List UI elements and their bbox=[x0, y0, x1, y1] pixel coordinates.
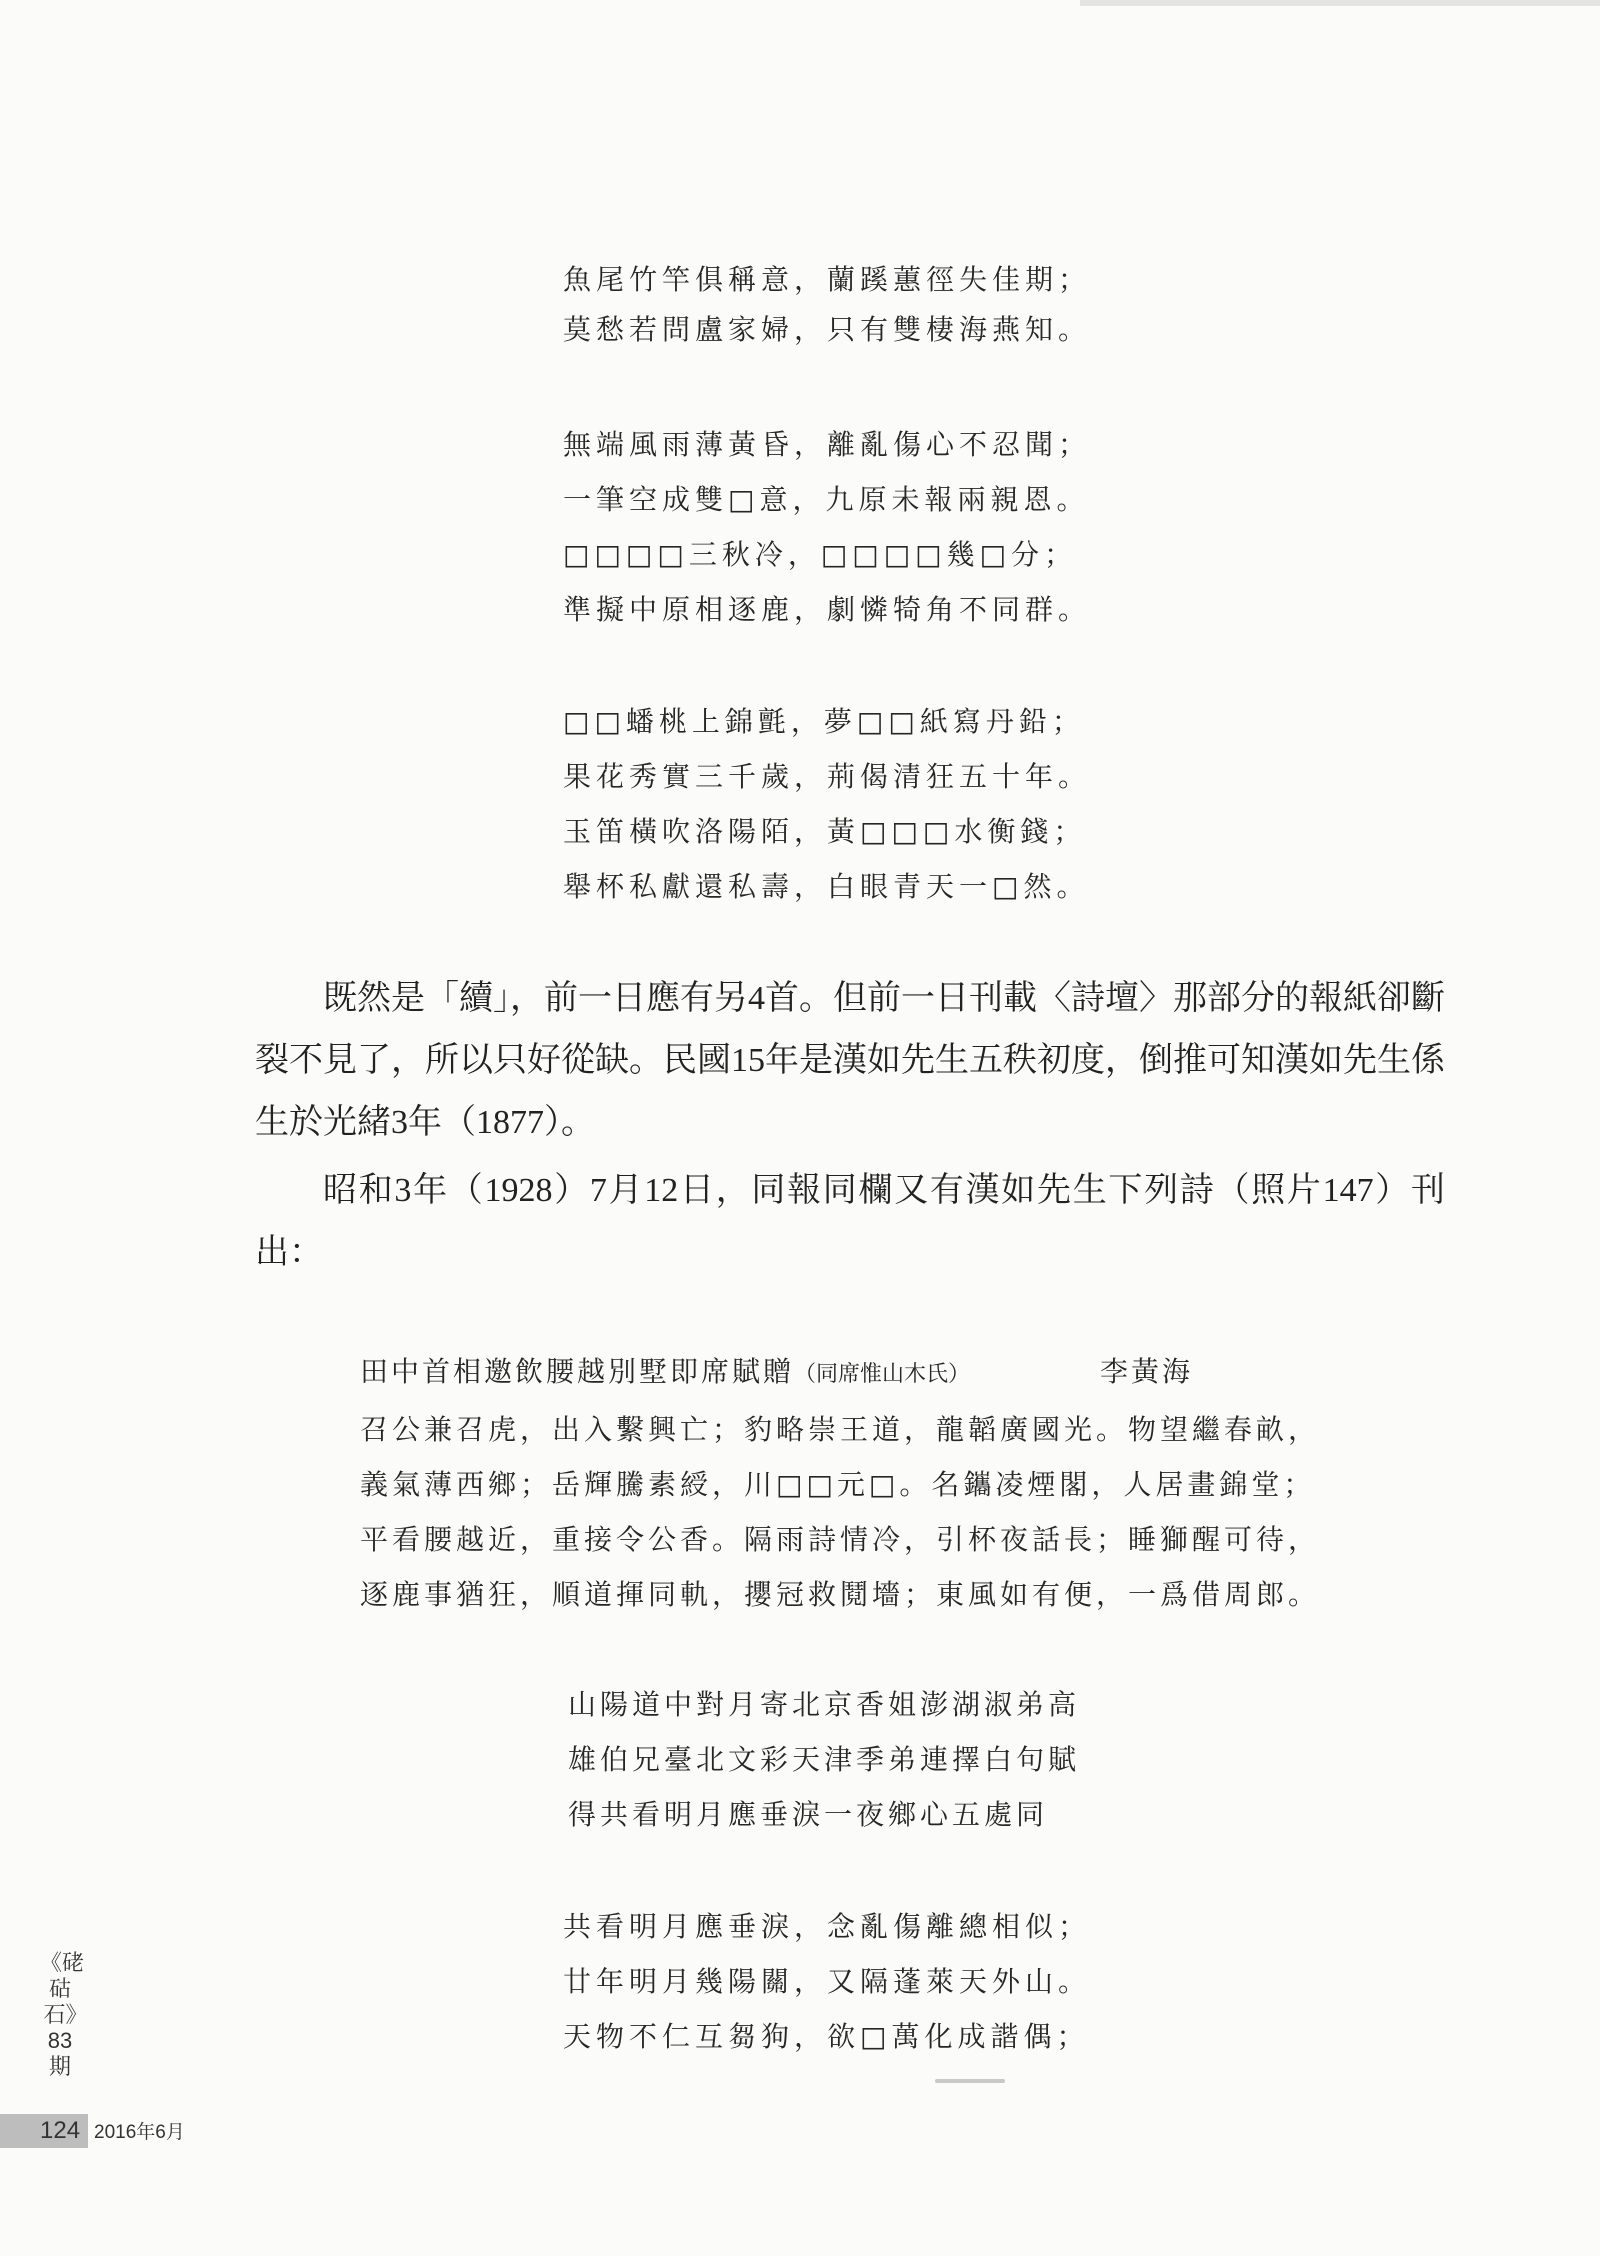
poem-line: 魚尾竹竿俱稱意，蘭蹊蕙徑失佳期； bbox=[563, 263, 1092, 296]
poem-title bbox=[360, 1352, 970, 1395]
poem-line: □□□□三秋冷，□□□□幾□分； bbox=[563, 538, 1078, 571]
poem-line: 廿年明月幾陽關，又隔蓬萊天外山。 bbox=[563, 1965, 1092, 1998]
poem-line: 果花秀實三千歲，荊偈清狂五十年。 bbox=[563, 760, 1092, 793]
scan-edge-shade bbox=[1080, 0, 1600, 6]
poem-title-text: 田中首相邀飲腰越別墅即席賦贈 bbox=[360, 1355, 795, 1388]
paragraph: 既然是「續」，前一日應有另4首。但前一日刊載〈詩壇〉那部分的報紙卻斷裂不見了，所以只好從缺。民國15年是漢如先生五秩初度，倒推可知漢如先生係生於光緒3年（1877）。 bbox=[255, 980, 1445, 1141]
paragraph: 昭和3年（1928）7月12日，同報同欄又有漢如先生下列詩（照片147）刊出： bbox=[255, 1172, 1445, 1271]
body-text bbox=[255, 968, 1445, 1284]
poem-line: 準擬中原相逐鹿，劇憐犄角不同群。 bbox=[563, 593, 1092, 626]
poem-line: 無端風雨薄黃昏，離亂傷心不忍聞； bbox=[563, 428, 1092, 461]
poem-line: 平看腰越近，重接令公香。隔雨詩情冷，引杯夜話長；睡獅醒可待， bbox=[360, 1523, 1321, 1556]
poem-line: □□蟠桃上錦氈，夢□□紙寫丹鉛； bbox=[563, 705, 1085, 738]
poem-title-note: （同席惟山木氏） bbox=[794, 1362, 971, 1387]
poem-title-line: 雄伯兄臺北文彩天津季弟連擇白句賦 bbox=[568, 1743, 1081, 1776]
poem-title-line: 山陽道中對月寄北京香姐澎湖淑弟高 bbox=[568, 1688, 1081, 1721]
poem-line: 逐鹿事猶狂，順道揮同軌，攖冠救鬩墻；東風如有便，一爲借周郎。 bbox=[360, 1578, 1321, 1611]
journal-sidebar: 《硓𥑮石》83期 bbox=[40, 1950, 85, 2079]
publication-date: 2016年6月 bbox=[94, 2122, 185, 2143]
poem-line: 義氣薄西鄉；岳輝騰素綬，川□□元□。名鑴凌煙閣，人居畫錦堂； bbox=[360, 1468, 1316, 1501]
poem-line: 一筆空成雙□意，九原未報兩親恩。 bbox=[563, 483, 1090, 516]
scan-smudge bbox=[935, 2079, 1005, 2083]
poem-author: 李黃海 bbox=[1100, 1355, 1194, 1388]
poem-line: 召公兼召虎，出入繫興亡；豹略崇王道，龍韜廣國光。物望繼春畝， bbox=[360, 1413, 1321, 1446]
page-number: 124 bbox=[40, 2117, 81, 2144]
poem-line: 共看明月應垂淚，念亂傷離總相似； bbox=[563, 1910, 1092, 1943]
poem-line: 天物不仁互芻狗，欲□萬化成諧偶； bbox=[563, 2020, 1090, 2053]
poem-line: 舉杯私獻還私壽，白眼青天一□然。 bbox=[563, 870, 1090, 903]
poem-line: 玉笛橫吹洛陽陌，黃□□□水衡錢； bbox=[563, 815, 1087, 848]
poem-title-line: 得共看明月應垂淚一夜鄉心五處同 bbox=[568, 1798, 1049, 1831]
poem-line: 莫愁若問盧家婦，只有雙棲海燕知。 bbox=[563, 313, 1092, 346]
